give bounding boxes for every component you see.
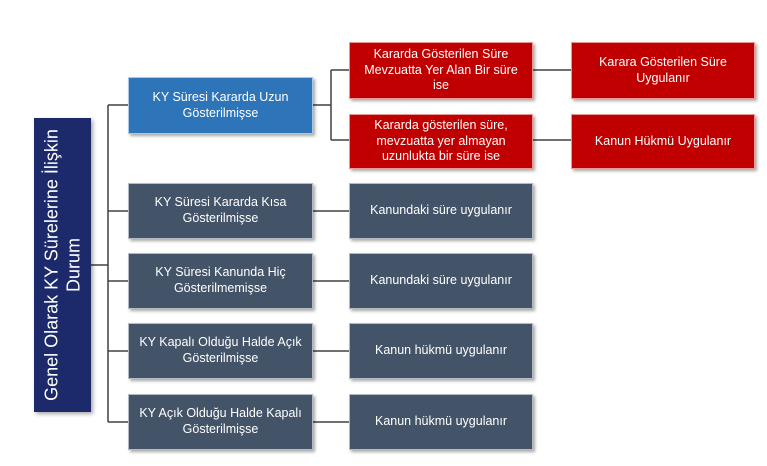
result-node-short: Kanundaki süre uygulanır: [349, 183, 533, 239]
sub-node-in-legislation: Kararda Gösterilen Süre Mevzuatta Yer Alan Bir süre ise: [349, 42, 533, 99]
result-node-not-shown: Kanundaki süre uygulanır: [349, 253, 533, 309]
result-node-law-applies: Kanun Hükmü Uygulanır: [571, 114, 755, 169]
sub-node-not-in-legislation: Kararda gösterilen süre, mevzuatta yer almayan uzunlukta bir süre ise: [349, 114, 533, 169]
result-node-open-as-closed: Kanun hükmü uygulanır: [349, 394, 533, 450]
result-node-decision-applies: Karara Gösterilen Süre Uygulanır: [571, 42, 755, 99]
root-label: Genel Olarak KY Sürelerine İlişkin Durum: [40, 129, 83, 401]
branch-node-open-as-closed: KY Açık Olduğu Halde Kapalı Gösterilmişse: [128, 394, 313, 450]
root-node: [34, 118, 91, 412]
branch-node-long: KY Süresi Kararda Uzun Gösterilmişse: [128, 77, 313, 134]
branch-node-short: KY Süresi Kararda Kısa Gösterilmişse: [128, 183, 313, 239]
result-node-closed-as-open: Kanun hükmü uygulanır: [349, 323, 533, 379]
branch-node-closed-as-open: KY Kapalı Olduğu Halde Açık Gösterilmişse: [128, 323, 313, 379]
branch-node-not-shown: KY Süresi Kanunda Hiç Gösterilmemişse: [128, 253, 313, 309]
